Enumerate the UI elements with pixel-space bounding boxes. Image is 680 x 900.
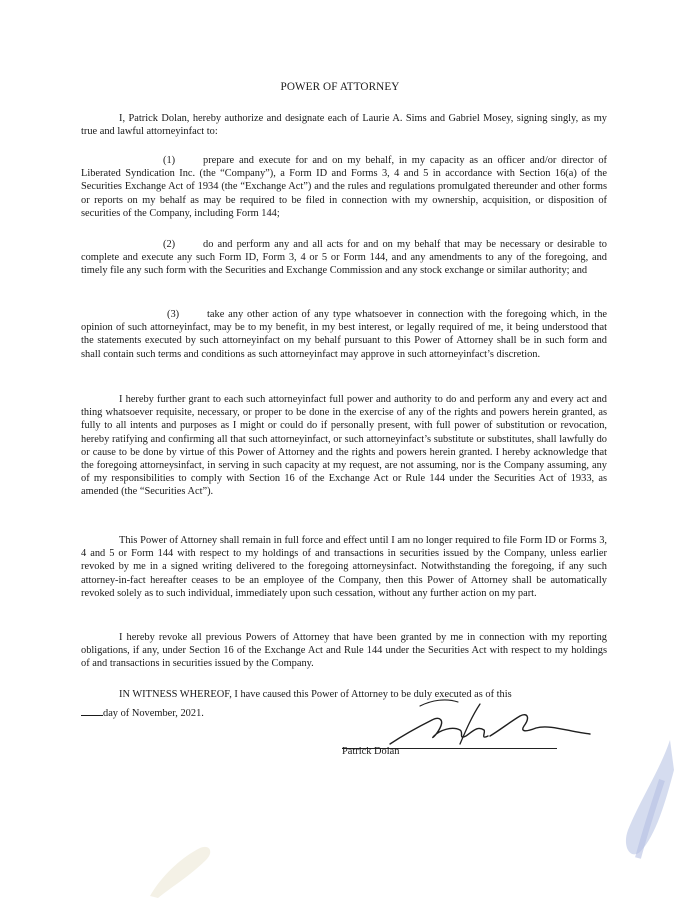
list-item-1 xyxy=(81,154,607,220)
document-title: POWER OF ATTORNEY xyxy=(280,81,400,93)
witness-date: day of November, 2021. xyxy=(103,708,204,719)
scan-smudge-bottom xyxy=(140,838,230,898)
list-item-2-text: do and perform any and all acts for and on my behalf that may be necessary or desirable to complete and execute any such Form ID, Form 3, 4 or 5 or Form 144, and any amendments to any of the foregoing, and timely file any such form with the Securities and Exchange Commission and any stock exchange or similar authority; and xyxy=(81,239,607,277)
list-item-1-text: prepare and execute for and on my behalf, in my capacity as an officer and/or director of Liberated Syndication Inc. (the “Company”), a Form ID and Forms 3, 4 and 5 in accordance with Section 16(a) of the Securities Exchange Act of 1934 (the “Exchange Act”) and the rules and regulations promulgated thereunder and other forms or reports on my behalf as may be required to be filed in connection with my ownership, acquisition, or disposition of securities of the Company, including Form 144; xyxy=(81,155,607,219)
witness-date-line xyxy=(81,706,204,720)
list-item-3 xyxy=(81,308,607,361)
signatory-name: Patrick Dolan xyxy=(342,746,400,757)
date-blank-line xyxy=(81,706,103,716)
intro-paragraph: I, Patrick Dolan, hereby authorize and designate each of Laurie A. Sims and Gabriel Mosey, signing singly, as my true and lawful attorneyinfact to: xyxy=(81,113,607,138)
list-item-1-number: (1) xyxy=(163,155,176,166)
grant-paragraph: I hereby further grant to each such attorneyinfact full power and authority to do and perform any and every act and thing whatsoever requisite, necessary, or proper to be done in the exercise of any of the rights and powers herein granted, as fully to all intents and purposes as I might or could do if personally present, with full power of substitution or revocation, hereby ratifying and confirming all that such attorneyinfact, or such attorneyinfact’s substitute or substitutes, shall lawfully do or cause to be done by virtue of this Power of Attorney and the rights and powers herein granted. I hereby acknowledge that the foregoing attorneysinfact, in serving in such capacity at my request, are not assuming, nor is the Company assuming, any of my responsibilities to comply with Section 16 of the Exchange Act or Rule 144 under the Securities Act of 1933, as amended (the “Securities Act”). xyxy=(81,394,607,498)
list-item-2 xyxy=(81,238,607,278)
witness-paragraph: IN WITNESS WHEREOF, I have caused this Power of Attorney to be duly executed as of this xyxy=(119,689,512,700)
revoke-paragraph: I hereby revoke all previous Powers of Attorney that have been granted by me in connection with my reporting obligations, if any, under Section 16 of the Exchange Act and Rule 144 under the Securities Act with respect to my holdings of and transactions in securities issued by the Company. xyxy=(81,632,607,670)
list-item-3-number: (3) xyxy=(167,309,180,320)
force-paragraph: This Power of Attorney shall remain in full force and effect until I am no longer required to file Form ID or Forms 3, 4 and 5 or Form 144 with respect to my holdings of and transactions in securities issued by the Company, unless earlier revoked by me in a signed writing delivered to the foregoing attorneysinfact. Notwithstanding the foregoing, if any such attorney-in-fact hereafter ceases to be an employee of the Company, then this Power of Attorney shall be automatically revoked solely as to such individual, immediately upon such cessation, without any further action on my part. xyxy=(81,535,607,599)
list-item-3-text: take any other action of any type whatsoever in connection with the foregoing which, in the opinion of such attorneyinfact, may be to my benefit, in my best interest, or legally required of me, it being understood that the statements executed by such attorneyinfact on my behalf pursuant to this Power of Attorney shall be in such form and shall contain such terms and conditions as such attorneyinfact may approve in such attorneyinfact’s discretion. xyxy=(81,309,607,360)
list-item-2-number: (2) xyxy=(163,239,176,250)
scan-smudge-right xyxy=(600,740,680,880)
